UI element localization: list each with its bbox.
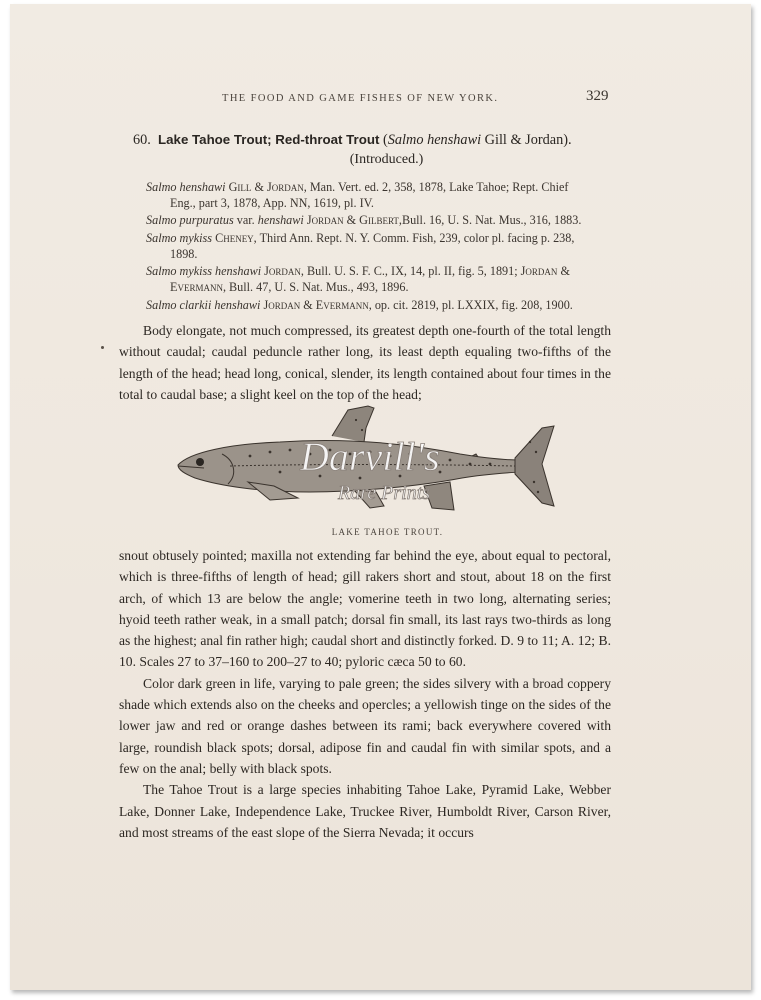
open-paren: ( <box>382 132 388 148</box>
synonym-name: Salmo mykiss <box>146 231 213 245</box>
species-common-name: Lake Tahoe Trout; Red-throat Trout <box>158 132 380 147</box>
synonym-author: Jordan & Evermann, <box>263 298 372 312</box>
synonym-author: Evermann, <box>170 280 226 294</box>
synonym-name: Salmo clarkii henshawi <box>146 298 261 312</box>
paragraph-text: The Tahoe Trout is a large species inhabiting Tahoe Lake, Pyramid Lake, Webber Lake, Donner Lake, Independence Lake, Truckee River, Humboldt River, Carson River, and most streams of the east slope of the Sierra Nevada; it occurs <box>119 782 611 840</box>
synonymy-entry <box>146 179 568 211</box>
synonym-continuation: Eng., part 3, 1878, App. NN, 1619, pl. IV. <box>170 196 374 210</box>
synonym-reference: Bull. U. S. F. C., IX, 14, pl. II, fig. 5, 1891; <box>307 264 518 278</box>
synonymy-entry <box>146 230 574 262</box>
watermark-subtitle: Rare Prints <box>338 482 431 504</box>
species-status: (Introduced.) <box>349 152 424 167</box>
synonym-reference: Bull. 16, U. S. Nat. Mus., 316, 1883. <box>401 213 582 227</box>
species-scientific-name: Salmo henshawi <box>387 132 482 148</box>
synonym-reference: Third Ann. Rept. N. Y. Comm. Fish, 239, color pl. facing p. 238, <box>259 231 575 245</box>
synonym-author: Cheney, <box>215 231 257 245</box>
species-heading <box>133 132 572 149</box>
paragraph-text: Color dark green in life, varying to pale green; the sides silvery with a broad coppery shade which extends also on the cheeks and opercles; a yellowish tinge on the sides of the lower jaw and red or orange dashes between its rami; back everywhere covered with large, roundish black spots; dorsal, adipose fin and caudal fin with similar spots, and a few on the anal; belly with black spots. <box>119 675 611 776</box>
synonym-name: Salmo henshawi <box>146 180 226 194</box>
description-paragraph <box>119 545 611 843</box>
running-header: THE FOOD AND GAME FISHES OF NEW YORK. <box>222 93 499 104</box>
synonym-reference: Man. Vert. ed. 2, 358, 1878, Lake Tahoe; Rept. Chief <box>309 180 569 194</box>
synonym-name: Salmo mykiss henshawi <box>146 264 262 278</box>
synonym-author: Jordan, <box>264 264 304 278</box>
synonym-name-variety: henshawi <box>257 213 304 227</box>
description-paragraph <box>119 320 611 405</box>
paragraph-text: snout obtusely pointed; maxilla not extending far behind the eye, about equal to pectoral, which is three-fifths of length of head; gill rakers short and stout, about 18 on the first arch, of which 13 are below the angle; vomerine teeth in two long, alternating series; hyoid teeth rather weak, in a small patch; dorsal fin small, its last rays two-thirds as long as the highest; anal fin rather high; caudal short and distinctly forked. D. 9 to 11; A. 12; B. 10. Scales 27 to 37–160 to 200–27 to 40; pyloric cæca 50 to 60. <box>119 548 611 670</box>
figure-caption: LAKE TAHOE TROUT. <box>331 527 444 537</box>
fish-illustration <box>170 402 555 520</box>
synonym-author: Jordan & <box>520 264 570 278</box>
species-authority: Gill & Jordan). <box>484 132 572 148</box>
synonym-reference: Bull. 47, U. S. Nat. Mus., 493, 1896. <box>229 280 409 294</box>
synonym-continuation: 1898. <box>170 247 198 261</box>
synonym-author: Jordan & Gilbert, <box>306 213 402 227</box>
species-number: 60. <box>133 132 151 148</box>
synonym-continuation <box>146 279 570 295</box>
paragraph-text: Body elongate, not much compressed, its greatest depth one-fourth of the total length without caudal; caudal peduncle rather long, its least depth equaling two-fifths of the length of the head; head long, conical, slender, its length contained about four times in the total to caudal base; a slight keel on the top of the head; <box>119 323 611 402</box>
paper-blemish <box>101 346 104 349</box>
fish-eye <box>196 458 204 466</box>
synonym-name: Salmo purpuratus <box>146 213 234 227</box>
caudal-fin <box>515 426 554 506</box>
watermark-name: Darvill's <box>300 434 440 479</box>
synonym-author: Gill & Jordan, <box>228 180 307 194</box>
page-number: 329 <box>586 88 609 104</box>
synonymy-entry <box>146 297 573 313</box>
watermark <box>299 434 440 504</box>
synonymy-entry <box>146 263 570 295</box>
synonym-reference: op. cit. 2819, pl. LXXIX, fig. 208, 1900. <box>374 298 573 312</box>
synonymy-entry <box>146 212 581 228</box>
synonym-qualifier: var. <box>236 213 255 227</box>
